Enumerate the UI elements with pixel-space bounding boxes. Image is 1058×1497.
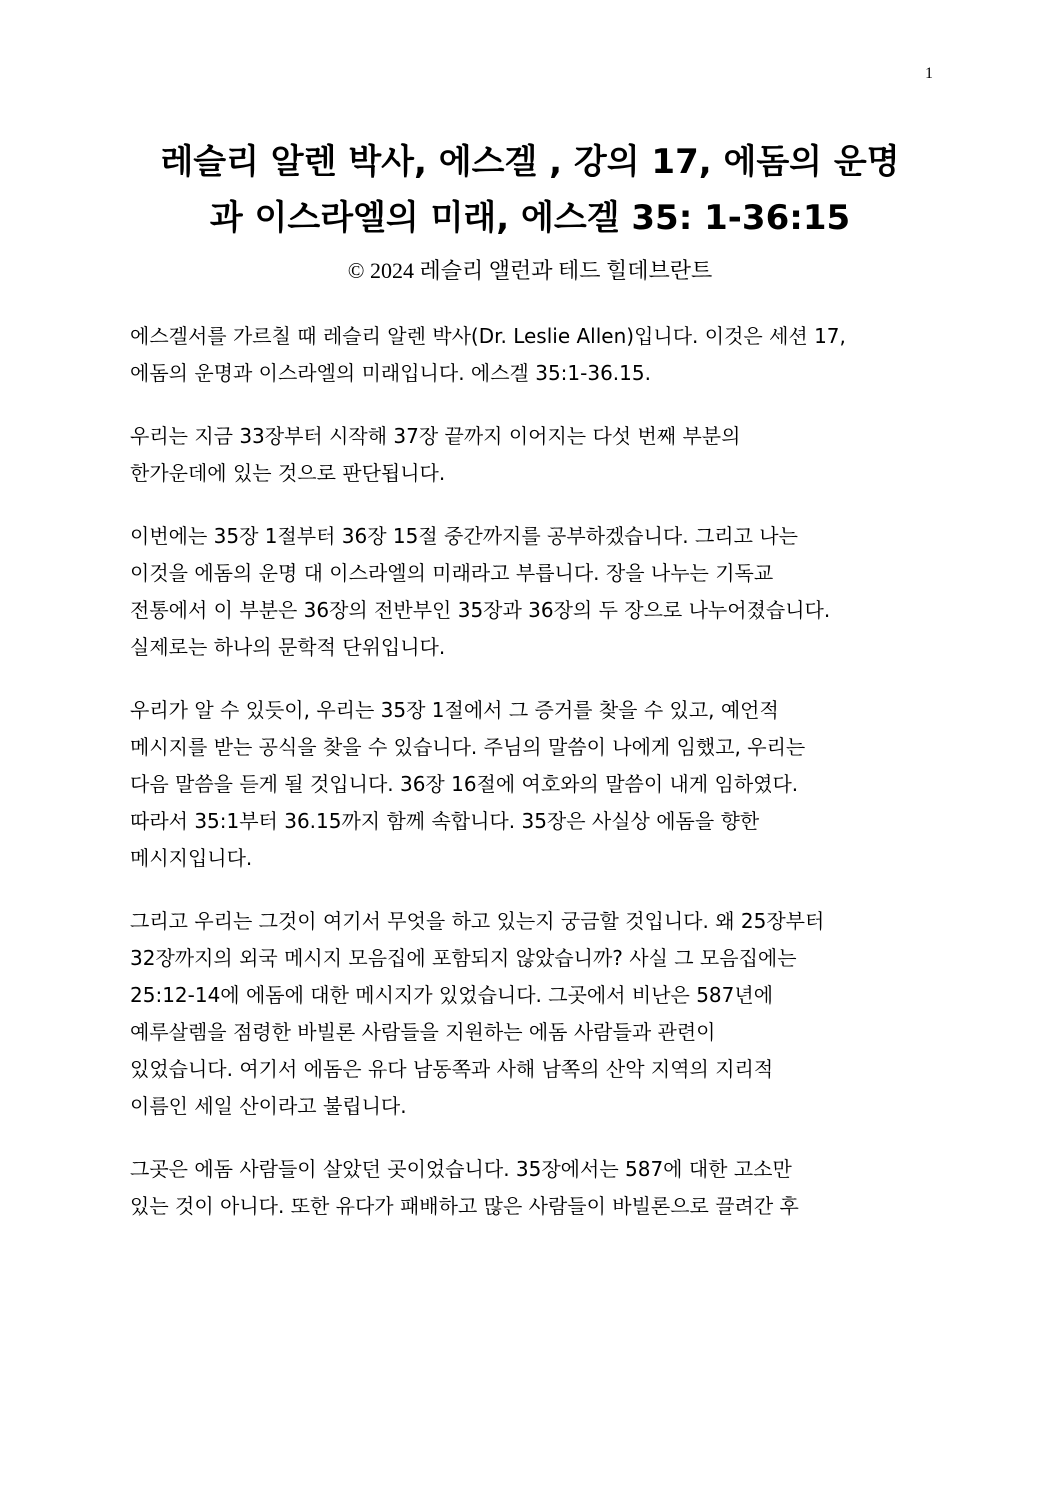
text-line: 우리는 지금 33장부터 시작해 37장 끝까지 이어지는 다섯 번째 부분의 (130, 424, 741, 448)
paragraph (130, 418, 930, 492)
text-line: 에스겔서를 가르칠 때 레슬리 알렌 박사(Dr. Leslie Allen)입니다. 이것은 세션 17, (130, 324, 846, 348)
text-line: 따라서 35:1부터 36.15까지 함께 속합니다. 35장은 사실상 에돔을 향한 (130, 809, 760, 833)
text-line: 그리고 우리는 그것이 여기서 무엇을 하고 있는지 궁금할 것입니다. 왜 25장부터 (130, 909, 825, 933)
text-line: 메시지를 받는 공식을 찾을 수 있습니다. 주님의 말씀이 나에게 임했고, 우리는 (130, 735, 806, 759)
paragraph (130, 518, 930, 666)
text-line: 25:12-14에 에돔에 대한 메시지가 있었습니다. 그곳에서 비난은 587년에 (130, 983, 774, 1007)
text-line: 있는 것이 아니다. 또한 유다가 패배하고 많은 사람들이 바빌론으로 끌려간 후 (130, 1194, 799, 1218)
text-line: 그곳은 에돔 사람들이 살았던 곳이었습니다. 35장에서는 587에 대한 고소만 (130, 1157, 792, 1181)
paragraph (130, 318, 930, 392)
text-line: 32장까지의 외국 메시지 모음집에 포함되지 않았습니까? 사실 그 모음집에는 (130, 946, 797, 970)
text-line: 예루살렘을 점령한 바빌론 사람들을 지원하는 에돔 사람들과 관련이 (130, 1020, 716, 1044)
text-line: 우리가 알 수 있듯이, 우리는 35장 1절에서 그 증거를 찾을 수 있고, 예언적 (130, 698, 779, 722)
paragraph (130, 1151, 930, 1225)
paragraph (130, 692, 930, 877)
text-line: 에돔의 운명과 이스라엘의 미래입니다. 에스겔 35:1-36.15. (130, 361, 651, 385)
text-line: 이번에는 35장 1절부터 36장 15절 중간까지를 공부하겠습니다. 그리고 나는 (130, 524, 798, 548)
text-line: 있었습니다. 여기서 에돔은 유다 남동쪽과 사해 남쪽의 산악 지역의 지리적 (130, 1057, 774, 1081)
page-number: 1 (925, 65, 933, 82)
text-line: 전통에서 이 부분은 36장의 전반부인 35장과 36장의 두 장으로 나누어졌습니다. (130, 598, 831, 622)
text-line: 한가운데에 있는 것으로 판단됩니다. (130, 461, 446, 485)
title-line: 과 이스라엘의 미래, 에스겔 35: 1-36:15 (209, 198, 851, 238)
title-line: 레슬리 알렌 박사, 에스겔 , 강의 17, 에돔의 운명 (160, 142, 900, 182)
text-line: 이름인 세일 산이라고 불립니다. (130, 1094, 407, 1118)
text-line: 실제로는 하나의 문학적 단위입니다. (130, 635, 446, 659)
document-title (120, 134, 940, 246)
text-line: 다음 말씀을 듣게 될 것입니다. 36장 16절에 여호와의 말씀이 내게 임하였다. (130, 772, 799, 796)
text-line: 메시지입니다. (130, 846, 253, 870)
document-body (130, 318, 930, 1251)
text-line: 이것을 에돔의 운명 대 이스라엘의 미래라고 부릅니다. 장을 나누는 기독교 (130, 561, 774, 585)
paragraph (130, 903, 930, 1125)
copyright-line: © 2024 레슬리 앨런과 테드 힐데브란트 (347, 258, 713, 283)
